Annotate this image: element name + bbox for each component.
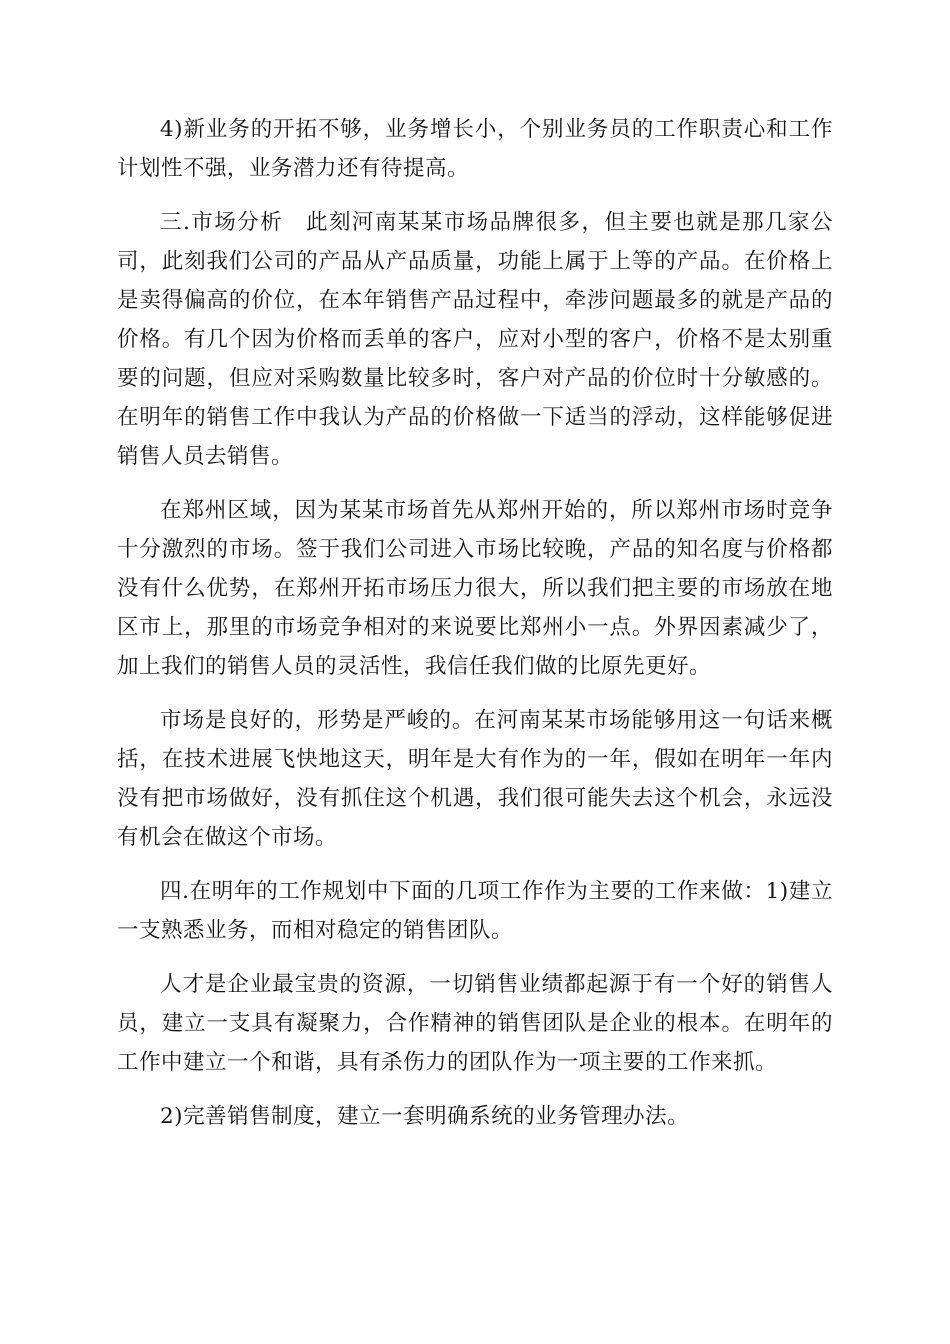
paragraph-zhengzhou-region: 在郑州区域，因为某某市场首先从郑州开始的，所以郑州市场时竞争十分激烈的市场。签于我们公司进入市场比较晚，产品的知名度与价格都没有什么优势，在郑州开拓市场压力很大，所以我们把主要的市场放在地区市上，那里的市场竞争相对的来说要比郑州小一点。外界因素减少了，加上我们的销售人员的灵活性，我信任我们做的比原先更好。	[117, 498, 833, 679]
paragraph-market-outlook: 市场是良好的，形势是严峻的。在河南某某市场能够用这一句话来概括，在技术进展飞快地这天，明年是大有作为的一年，假如在明年一年内没有把市场做好，没有抓住这个机遇，我们很可能失去这个机会，永远没有机会在做这个市场。	[117, 708, 833, 850]
paragraph-sales-system: 2)完善销售制度，建立一套明确系统的业务管理办法。	[160, 1104, 690, 1129]
paragraph-new-business: 4)新业务的开拓不够，业务增长小，个别业务员的工作职责心和工作计划性不强，业务潜力还有待提高。	[117, 117, 833, 181]
paragraph-talent: 人才是企业最宝贵的资源，一切销售业绩都起源于有一个好的销售人员，建立一支具有凝聚力，合作精神的销售团队是企业的根本。在明年的工作中建立一个和谐，具有杀伤力的团队作为一项主要的工作来抓。	[117, 972, 833, 1075]
paragraph-market-analysis: 三.市场分析 此刻河南某某市场品牌很多，但主要也就是那几家公司，此刻我们公司的产品从产品质量，功能上属于上等的产品。在价格上是卖得偏高的价位，在本年销售产品过程中，牵涉问题最多的就是产品的价格。有几个因为价格而丢单的客户，应对小型的客户，价格不是太别重要的问题，但应对采购数量比较多时，客户对产品的价位时十分敏感的。在明年的销售工作中我认为产品的价格做一下适当的浮动，这样能够促进销售人员去销售。	[117, 210, 833, 469]
paragraph-work-plan: 四.在明年的工作规划中下面的几项工作作为主要的工作来做：1)建立一支熟悉业务，而相对稳定的销售团队。	[117, 879, 833, 943]
document-body	[117, 110, 833, 1151]
